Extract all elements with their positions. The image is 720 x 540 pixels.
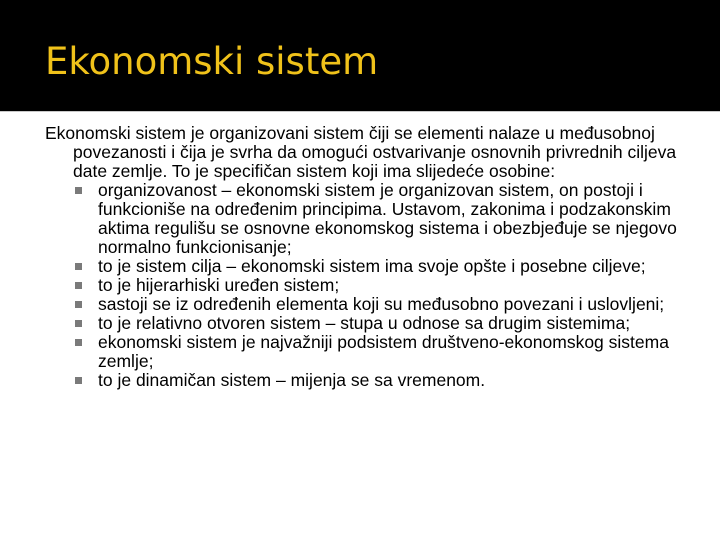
square-bullet-icon [75,263,82,270]
intro-paragraph: Ekonomski sistem je organizovani sistem čiji se elementi nalaze u međusobnoj povezanosti i čija je svrha da omogući ostvarivanje osnovnih privrednih ciljeva date zemlje. To je specifičan sistem koji ima slijedeće osobine: [45,123,677,181]
bullet-list [45,181,695,390]
square-bullet-icon [75,320,82,327]
list-item-text: to je hijerarhiski uređen sistem; [98,275,340,295]
title-divider [0,111,720,116]
list-item [45,257,695,276]
list-item-text: ekonomski sistem je najvažniji podsistem društveno-ekonomskog sistema zemlje; [98,332,669,371]
list-item [45,371,695,390]
square-bullet-icon [75,282,82,289]
list-item-text: to je relativno otvoren sistem – stupa u odnose sa drugim sistemima; [98,313,631,333]
square-bullet-icon [75,339,82,346]
list-item [45,181,695,257]
list-item [45,295,695,314]
list-item-text: to je sistem cilja – ekonomski sistem ima svoje opšte i posebne ciljeve; [98,256,646,276]
square-bullet-icon [75,301,82,308]
list-item-text: organizovanost – ekonomski sistem je organizovan sistem, on postoji i funkcioniše na određenim principima. Ustavom, zakonima i podzakonskim aktima regulišu se osnovne ekonomskog sistema i obezbjeđuje se njegovo normalno funkcionisanje; [98,180,677,257]
square-bullet-icon [75,187,82,194]
list-item [45,276,695,295]
slide-title: Ekonomski sistem [45,40,379,83]
list-item [45,314,695,333]
square-bullet-icon [75,377,82,384]
slide-body [45,124,695,390]
list-item [45,333,695,371]
list-item-text: to je dinamičan sistem – mijenja se sa vremenom. [98,370,486,390]
title-bar [0,0,720,111]
list-item-text: sastoji se iz određenih elementa koji su međusobno povezani i uslovljeni; [98,294,665,314]
